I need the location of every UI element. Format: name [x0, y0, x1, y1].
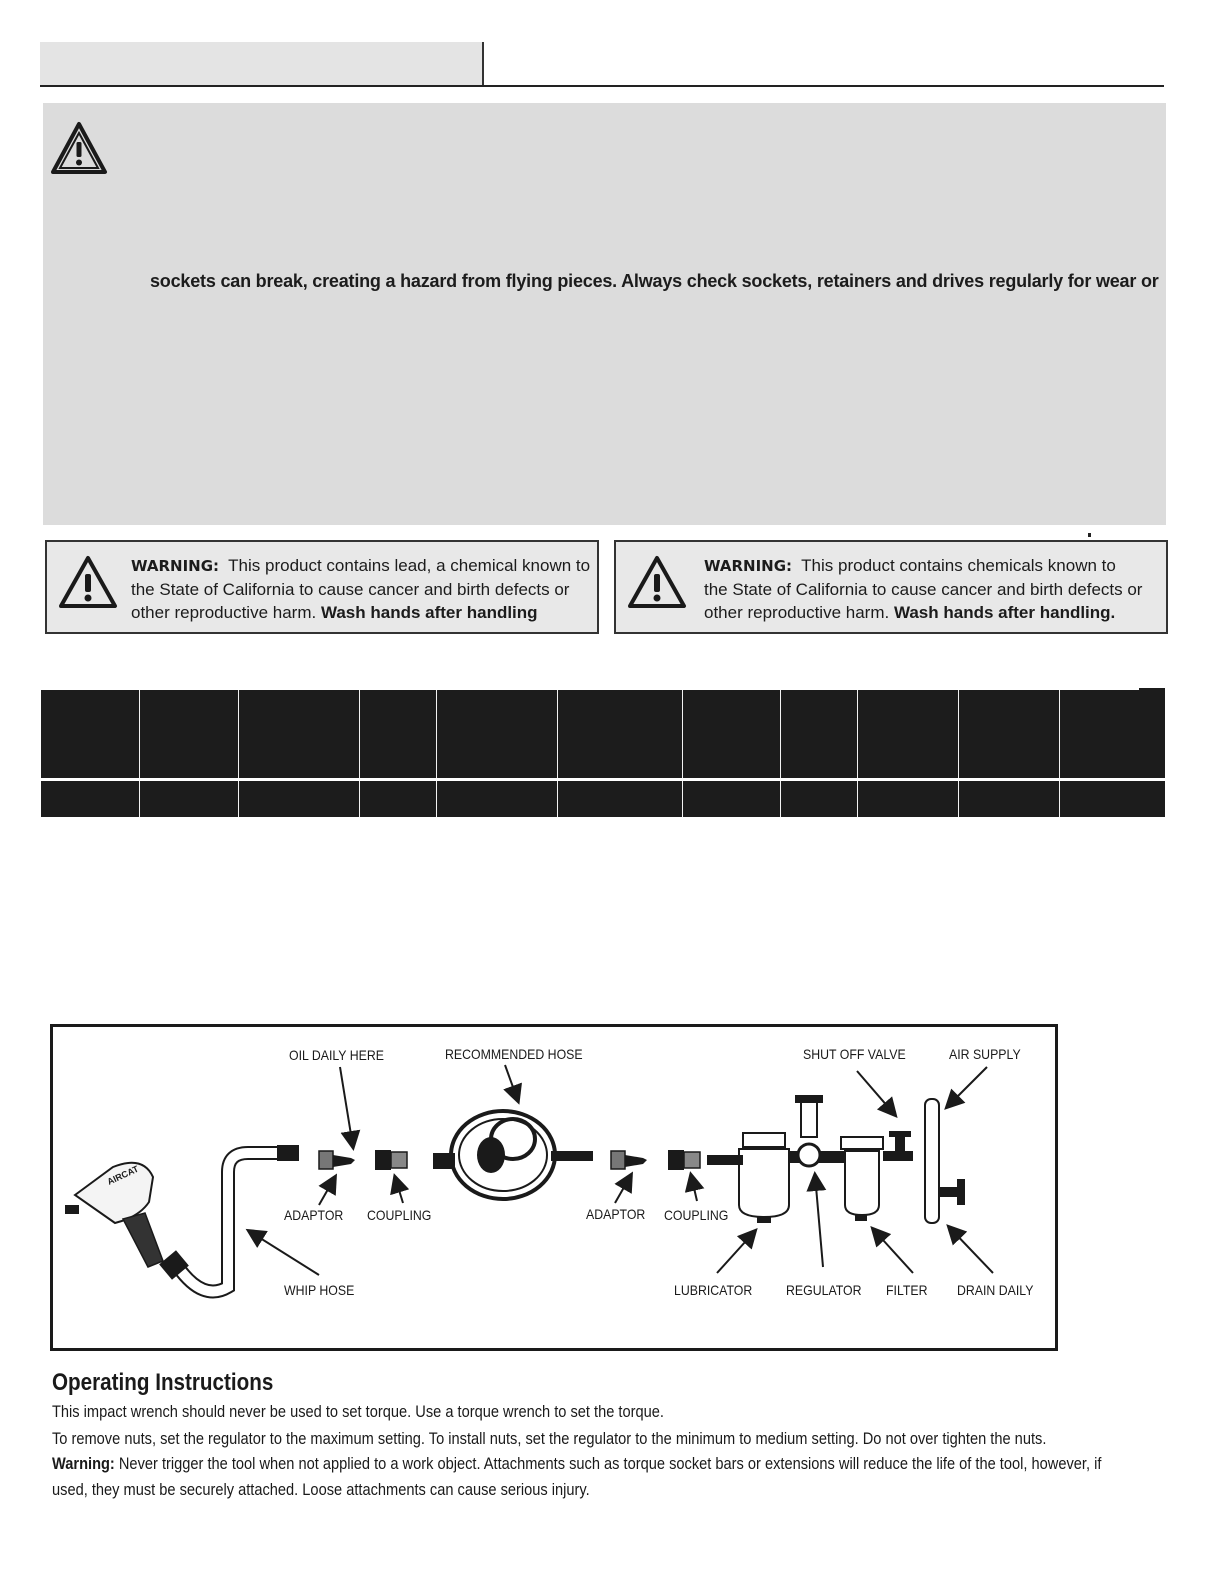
table-header-cell	[558, 690, 683, 778]
warning-wash-hands: Wash hands after handling	[320, 603, 538, 622]
label-coupling-1: COUPLING	[367, 1207, 432, 1223]
label-adaptor-1: ADAPTOR	[284, 1207, 344, 1223]
operating-warning-line	[52, 1454, 1101, 1474]
table-cell	[360, 781, 437, 817]
prop65-warning-lead	[45, 540, 599, 634]
warning-text	[131, 554, 590, 624]
specifications-table	[41, 690, 1165, 817]
label-coupling-2: COUPLING	[664, 1207, 729, 1223]
table-cell	[437, 781, 558, 817]
coupling-2	[668, 1150, 700, 1170]
warning-label: WARNING:	[131, 557, 220, 575]
table-header-cell	[781, 690, 858, 778]
table-header-cell	[1060, 690, 1165, 778]
table-header-cell	[41, 690, 140, 778]
operating-line: used, they must be securely attached. Loose attachments can cause serious injury.	[52, 1480, 590, 1499]
adaptor-2	[611, 1151, 647, 1169]
table-cell	[140, 781, 239, 817]
recommended-hose	[433, 1111, 593, 1199]
warning-triangle-icon	[626, 554, 688, 610]
warning-text	[704, 554, 1142, 624]
warning-wash-hands: Wash hands after handling.	[893, 603, 1116, 622]
stray-mark	[1088, 533, 1091, 537]
safety-panel	[43, 103, 1166, 525]
operating-line: To remove nuts, set the regulator to the maximum setting. To install nuts, set the regulator to the minimum to medium setting. Do not over tighten the nuts.	[52, 1429, 1047, 1448]
table-cell	[41, 781, 140, 817]
shut-off-valve-icon	[889, 1131, 911, 1153]
label-filter: FILTER	[886, 1282, 928, 1298]
section-title: Operating Instructions	[52, 1369, 274, 1396]
table-cell	[858, 781, 959, 817]
table-cell	[683, 781, 781, 817]
warning-line: other reproductive harm.	[704, 603, 890, 622]
table-cell	[781, 781, 858, 817]
label-adaptor-2: ADAPTOR	[586, 1206, 646, 1222]
header-tab	[40, 42, 484, 86]
impact-wrench-icon	[65, 1163, 163, 1267]
label-oil-daily-here: OIL DAILY HERE	[289, 1047, 384, 1063]
air-system-illustration	[53, 1027, 1055, 1348]
table-cell	[239, 781, 360, 817]
table-cell	[558, 781, 683, 817]
regulator	[789, 1095, 845, 1166]
table-header-cell	[239, 690, 360, 778]
warning-line: This product contains lead, a chemical known to	[228, 556, 591, 575]
air-system-diagram	[50, 1024, 1058, 1351]
table-cell	[959, 781, 1060, 817]
adaptor-1	[319, 1151, 355, 1169]
warning-triangle-icon	[50, 120, 108, 176]
table-header-cell	[360, 690, 437, 778]
header-rule	[40, 85, 1164, 87]
table-row	[41, 781, 1165, 817]
warning-line: the State of California to cause cancer and birth defects or	[131, 580, 570, 599]
label-recommended-hose: RECOMMENDED HOSE	[445, 1046, 583, 1062]
table-header-cell	[140, 690, 239, 778]
label-drain-daily: DRAIN DAILY	[957, 1282, 1034, 1298]
warning-line: other reproductive harm.	[131, 603, 317, 622]
label-lubricator: LUBRICATOR	[674, 1282, 753, 1298]
table-header-cell	[959, 690, 1060, 778]
safety-text-fragment: sockets can break, creating a hazard from flying pieces. Always check sockets, retainers and drives regularly for wear or	[150, 271, 1159, 291]
coupling-1	[375, 1150, 407, 1170]
warning-label: Warning:	[52, 1454, 115, 1473]
label-shut-off-valve: SHUT OFF VALVE	[803, 1046, 906, 1062]
operating-line: This impact wrench should never be used to set torque. Use a torque wrench to set the torque.	[52, 1402, 664, 1421]
warning-label: WARNING:	[704, 557, 793, 575]
table-header-cell	[437, 690, 558, 778]
tool-brand-logo: AIRCAT	[105, 1163, 141, 1187]
operating-line: Never trigger the tool when not applied to a work object. Attachments such as torque socket bars or extensions will reduce the life of the tool, however, if	[118, 1454, 1102, 1473]
warning-triangle-icon	[57, 554, 119, 610]
label-air-supply: AIR SUPPLY	[949, 1046, 1021, 1062]
table-header-cell	[858, 690, 959, 778]
table-cell	[1060, 781, 1165, 817]
prop65-warning-chemicals	[614, 540, 1168, 634]
warning-line: This product contains chemicals known to	[801, 556, 1116, 575]
table-header-cell	[683, 690, 781, 778]
warning-line: the State of California to cause cancer and birth defects or	[704, 580, 1143, 599]
whip-hose	[159, 1145, 299, 1292]
label-whip-hose: WHIP HOSE	[284, 1282, 355, 1298]
air-supply-manifold	[925, 1099, 965, 1223]
table-header-row	[41, 690, 1165, 778]
label-regulator: REGULATOR	[786, 1282, 862, 1298]
